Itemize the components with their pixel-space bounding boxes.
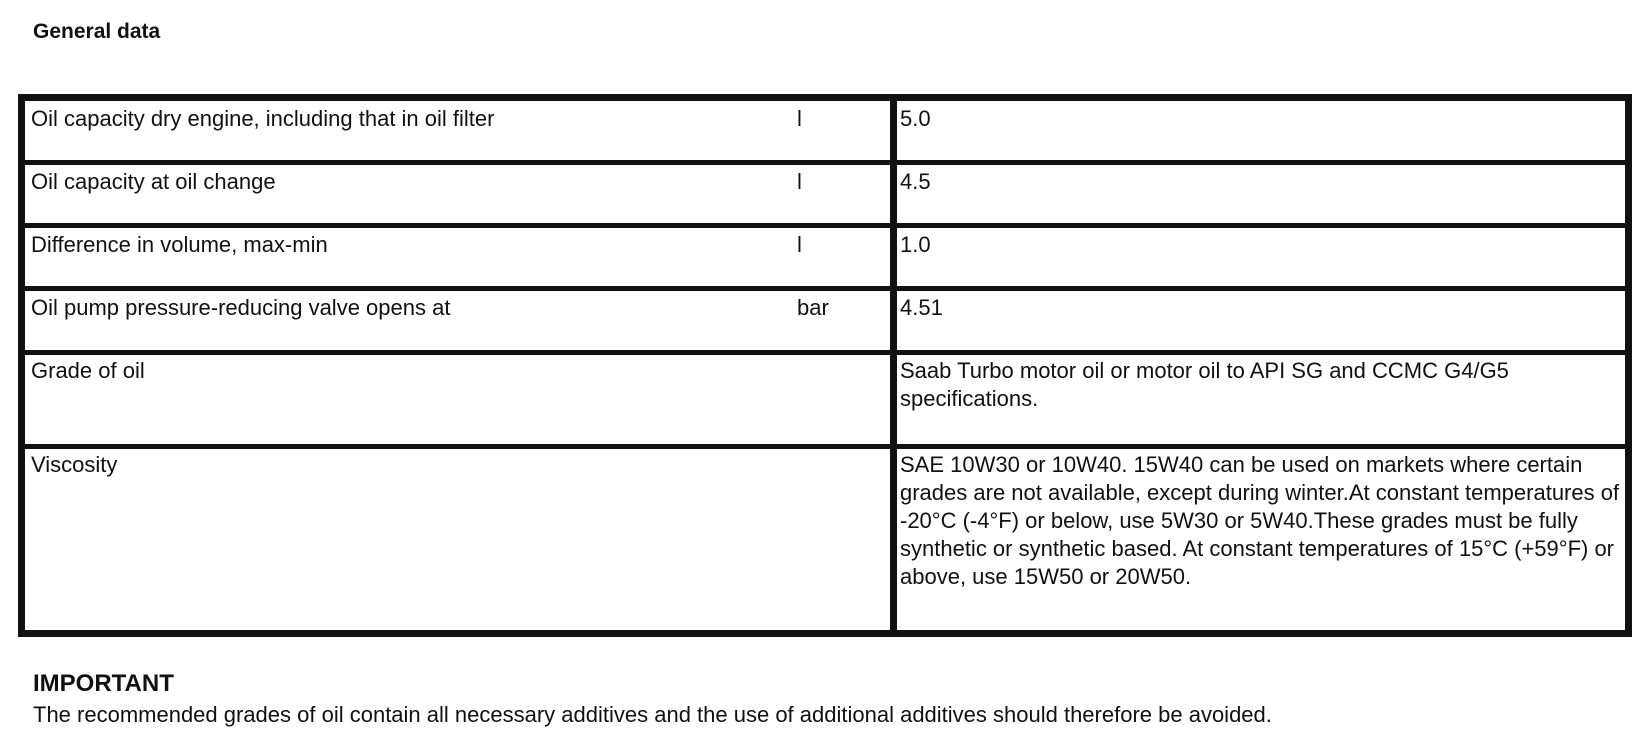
row-value: 1.0 bbox=[900, 232, 931, 257]
row-label: Difference in volume, max-min bbox=[31, 232, 328, 257]
column-divider bbox=[890, 101, 897, 630]
oil-specification-table bbox=[18, 94, 1632, 637]
row-value: SAE 10W30 or 10W40. 15W40 can be used on markets where certain grades are not available, except during winter.At constant temperatures of -20°C (-4°F) or below, use 5W30 or 5W40.These grades must be fully synthetic or synthetic based. At constant temperatures of 15°C (+59°F) or above, use 15W50 or 20W50. bbox=[900, 452, 1620, 589]
row-label: Oil capacity at oil change bbox=[31, 169, 276, 194]
row-value: 5.0 bbox=[900, 106, 931, 131]
row-unit: bar bbox=[797, 295, 829, 320]
row-value: 4.51 bbox=[900, 295, 943, 320]
row-label: Viscosity bbox=[31, 452, 118, 477]
row-separator bbox=[25, 444, 1625, 449]
row-value: Saab Turbo motor oil or motor oil to API SG and CCMC G4/G5 specifications. bbox=[900, 358, 1509, 411]
row-label: Grade of oil bbox=[31, 358, 145, 383]
page-heading: General data bbox=[33, 20, 161, 43]
row-label: Oil capacity dry engine, including that in oil filter bbox=[31, 106, 495, 131]
row-unit: l bbox=[797, 232, 802, 257]
row-separator bbox=[25, 350, 1625, 355]
important-note: The recommended grades of oil contain all necessary additives and the use of additional additives should therefore be avoided. bbox=[33, 702, 1272, 727]
row-label: Oil pump pressure-reducing valve opens at bbox=[31, 295, 451, 320]
row-separator bbox=[25, 160, 1625, 165]
row-separator bbox=[25, 286, 1625, 291]
row-separator bbox=[25, 223, 1625, 228]
row-value: 4.5 bbox=[900, 169, 931, 194]
row-unit: l bbox=[797, 106, 802, 131]
important-heading: IMPORTANT bbox=[33, 670, 174, 697]
row-unit: l bbox=[797, 169, 802, 194]
